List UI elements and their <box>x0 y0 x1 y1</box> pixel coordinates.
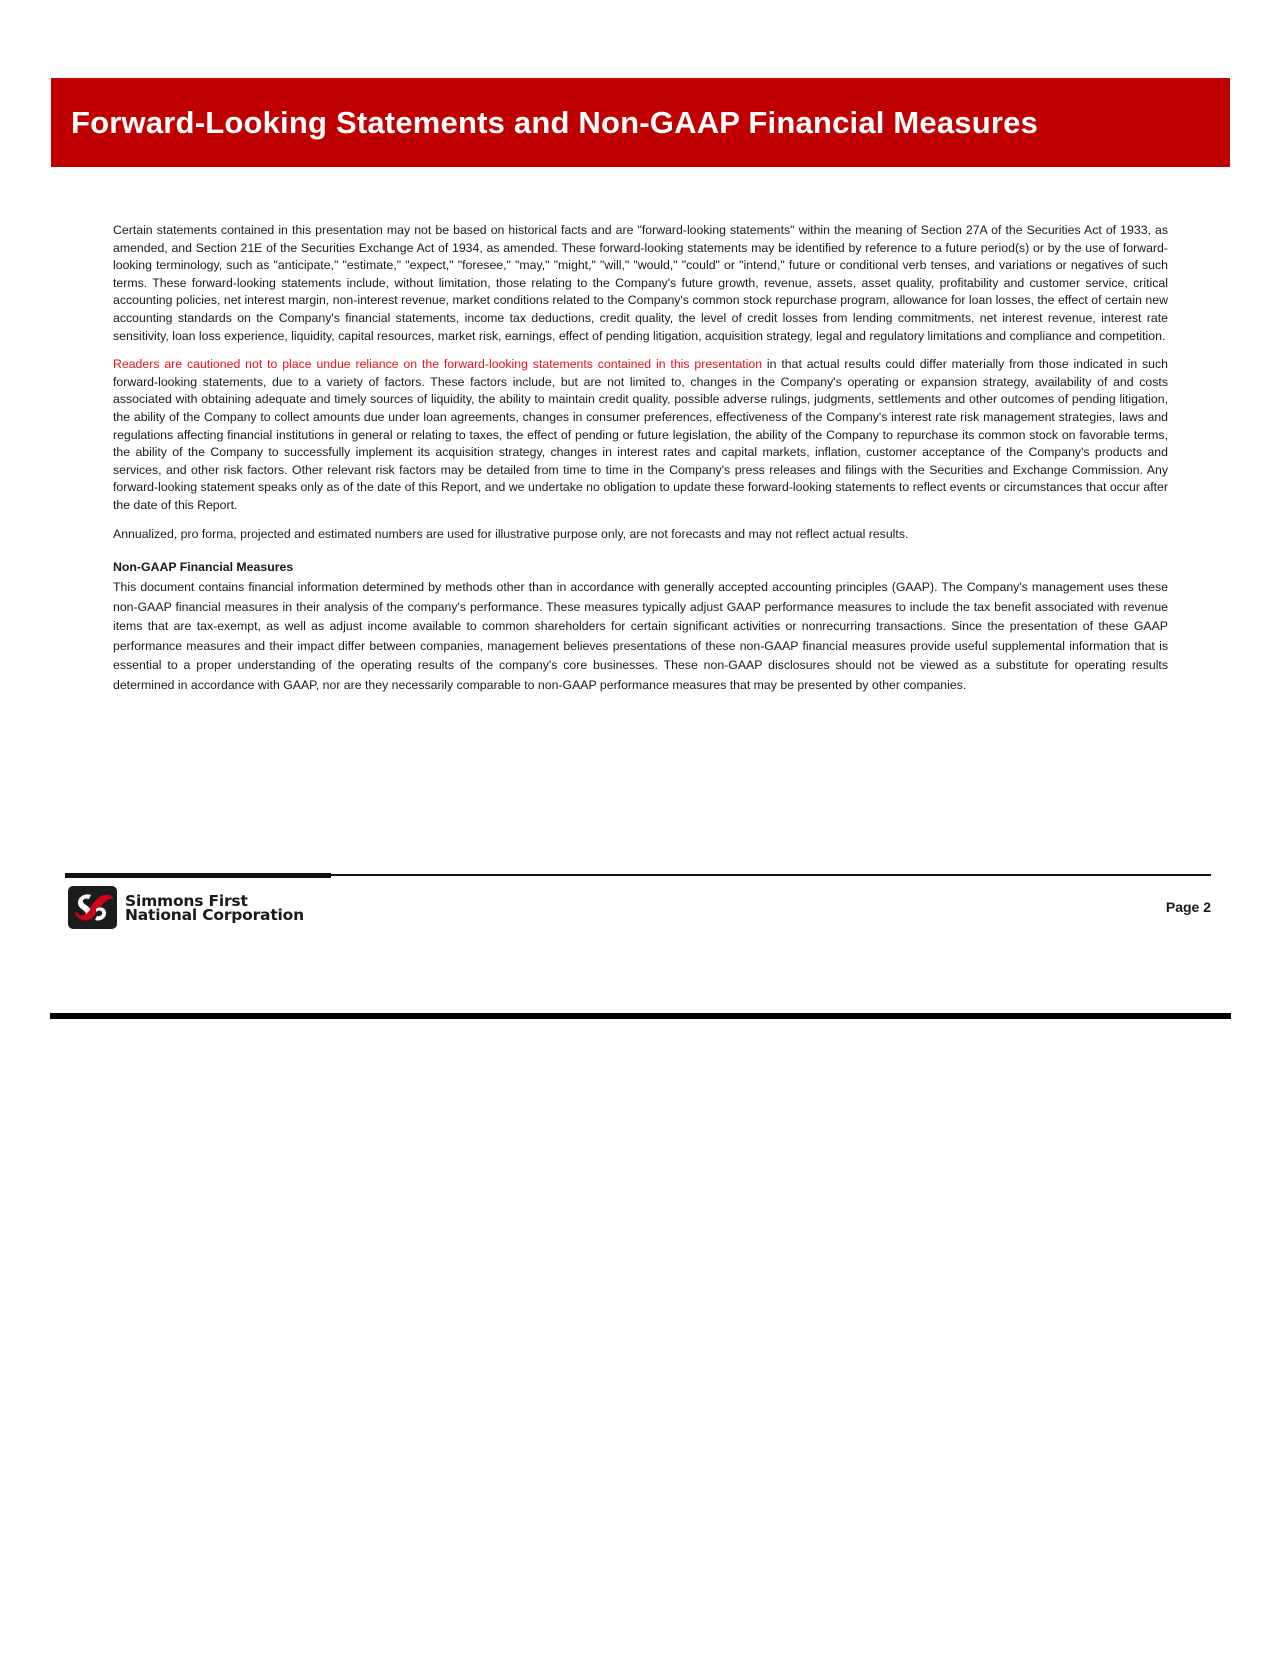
page-bottom-rule <box>50 1013 1231 1019</box>
non-gaap-heading: Non-GAAP Financial Measures <box>113 560 294 575</box>
page-number: Page 2 <box>1165 899 1211 915</box>
forward-looking-paragraph: Certain statements contained in this presentation may not be based on historical facts and are "forward-looking statements" within the meaning of Section 27A of the Securities Act of 1933, as amended, and Section 21E of the Securities Exchange Act of 1934, as amended. These forward-looking statements may be identified by reference to a future period(s) or by the use of forward-looking terminology, such as "anticipate," "estimate," "expect," "foresee," "may," "might," "will," "would," "could" or "intend," future or conditional verb tenses, and variations or negatives of such terms. These forward-looking statements include, without limitation, those relating to the Company's future growth, revenue, assets, asset quality, profitability and customer service, critical accounting policies, net interest margin, non-interest revenue, market conditions related to the Company's common stock repurchase program, allowance for loan losses, the effect of certain new accounting standards on the Company's financial statements, income tax deductions, credit quality, the level of credit losses from lending commitments, net interest revenue, interest rate sensitivity, loan loss experience, liquidity, capital resources, market risk, earnings, effect of pending litigation, acquisition strategy, legal and regulatory limitations and compliance and competition. <box>113 223 1168 343</box>
company-name-line1: Simmons First <box>125 891 248 910</box>
simmons-logo-icon <box>68 886 117 929</box>
disclaimer-body <box>113 222 1168 695</box>
non-gaap-paragraph: This document contains financial information determined by methods other than in accordance with generally accepted accounting principles (GAAP). The Company's management uses these non-GAAP financial measures in their analysis of the company's performance. These measures typically adjust GAAP performance measures to include the tax benefit associated with revenue items that are tax-exempt, as well as adjust income available to common shareholders for certain significant activities or nonrecurring transactions. Since the presentation of these GAAP performance measures and their impact differ between companies, management believes presentations of these non-GAAP financial measures provide useful supplemental information that is essential to a proper understanding of the operating results of the company's core businesses. These non-GAAP disclosures should not be viewed as a substitute for operating results determined in accordance with GAAP, nor are they necessarily comparable to non-GAAP performance measures that may be presented by other companies. <box>113 580 1168 692</box>
title-banner <box>51 78 1230 167</box>
caution-rest: in that actual results could differ materially from those indicated in such forward-looking statements, due to a variety of factors. These factors include, but are not limited to, changes in the Company's operating or expansion strategy, availability of and costs associated with obtaining adequate and timely sources of liquidity, the ability to maintain credit quality, possible adverse rulings, judgments, settlements and other outcomes of pending litigation, the ability of the Company to collect amounts due under loan agreements, changes in consumer preferences, effectiveness of the Company's interest rate risk management strategies, laws and regulations affecting financial institutions in general or relating to taxes, the effect of pending or future legislation, the ability of the Company to repurchase its common stock on favorable terms, the ability of the Company to successfully implement its acquisition strategy, changes in interest rates and capital markets, inflation, customer acceptance of the Company's products and services, and other risk factors. Other relevant risk factors may be detailed from time to time in the Company's press releases and filings with the Securities and Exchange Commission. Any forward-looking statement speaks only as of the date of this Report, and we undertake no obligation to update these forward-looking statements to reflect events or circumstances that occur after the date of this Report. <box>113 357 1168 512</box>
annualized-note: Annualized, pro forma, projected and estimated numbers are used for illustrative purpose only, are not forecasts and may not reflect actual results. <box>113 526 909 541</box>
company-logo <box>68 886 304 929</box>
page-title: Forward-Looking Statements and Non-GAAP Financial Measures <box>71 104 1039 140</box>
footer-divider-accent <box>65 873 331 878</box>
company-name-line2: National Corporation <box>125 905 304 924</box>
caution-paragraph <box>113 356 1168 514</box>
caution-highlight: Readers are cautioned not to place undue reliance on the forward-looking statements contained in this presentation <box>113 357 763 372</box>
company-name <box>125 891 304 924</box>
